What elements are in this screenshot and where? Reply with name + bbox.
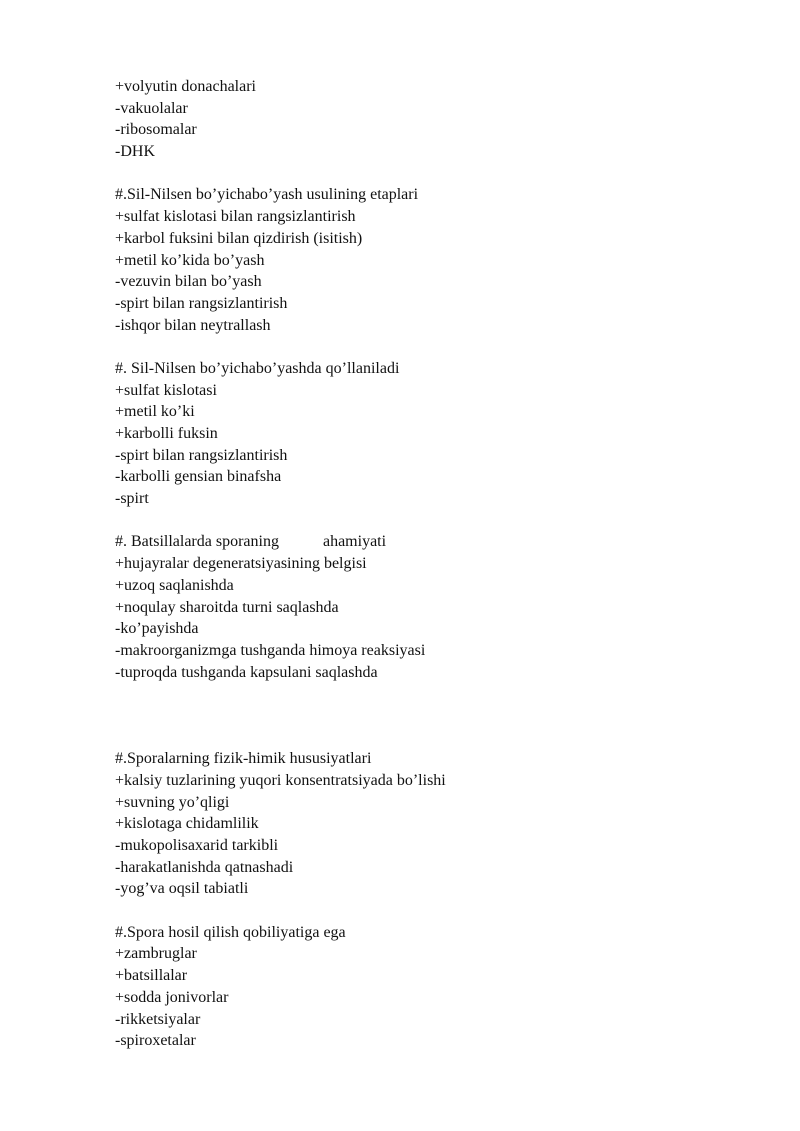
question-block-0 (115, 76, 755, 163)
question-text-part: ahamiyati (322, 533, 387, 551)
answer-option: -spiroxetalar (115, 1032, 196, 1050)
question-text: #.Sil-Nilsen bo’yichabo’yash usulining etaplari (115, 186, 419, 204)
answer-option: -mukopolisaxarid tarkibli (115, 837, 279, 854)
question-block-3 (115, 531, 755, 683)
answer-option: -vakuolalar (115, 99, 188, 117)
question-text (115, 531, 755, 553)
answer-option: -tuproqda tushganda kapsulani saqlashda (115, 663, 378, 681)
answer-option: +karbolli fuksin (115, 425, 218, 442)
answer-option: +metil ko’ki (115, 403, 195, 421)
spacer (115, 510, 755, 532)
answer-option: -spirt (115, 490, 149, 508)
answer-option: +sodda jonivorlar (115, 988, 229, 1006)
spacer (115, 900, 755, 922)
answer-option: -ko’payishda (115, 620, 199, 638)
spacer (115, 163, 755, 185)
question-text: #. Sil-Nilsen bo’yichabo’yashda qo’llaniladi (115, 359, 400, 377)
question-block-2 (115, 358, 755, 510)
answer-option: +batsillalar (115, 967, 188, 985)
answer-option: -vezuvin bilan bo’yash (115, 273, 262, 291)
answer-option: +hujayralar degeneratsiyasining belgisi (115, 555, 367, 573)
answer-option: +sulfat kislotasi (115, 381, 217, 399)
answer-option: -makroorganizmga tushganda himoya reaksiyasi (115, 641, 426, 659)
answer-option: -ribosomalar (115, 121, 197, 139)
answer-option: -spirt bilan rangsizlantirish (115, 446, 288, 464)
answer-option: +kalsiy tuzlarining yuqori konsentratsiyada bo’lishi (115, 771, 446, 789)
answer-option: +zambruglar (115, 945, 197, 963)
spacer (115, 336, 755, 358)
question-text-part: #. Batsillalarda sporaning (115, 533, 279, 551)
answer-option: +uzoq saqlanishda (115, 576, 234, 594)
question-block-4 (115, 748, 755, 900)
answer-option: -spirt bilan rangsizlantirish (115, 294, 288, 312)
answer-option: -karbolli gensian binafsha (115, 468, 282, 486)
question-block-1 (115, 184, 755, 336)
answer-option: +volyutin donachalari (115, 78, 256, 95)
answer-option: -DHK (115, 143, 155, 161)
answer-option: +karbol fuksini bilan qizdirish (isitish) (115, 229, 363, 247)
answer-option: -yog’va oqsil tabiatli (115, 880, 249, 898)
answer-option: +suvning yo’qligi (115, 793, 230, 811)
answer-option: +sulfat kislotasi bilan rangsizlantirish (115, 208, 356, 226)
answer-option: +noqulay sharoitda turni saqlashda (115, 598, 339, 616)
question-text: #.Sporalarning fizik-himik hususiyatlari (115, 750, 372, 768)
answer-option: -rikketsiyalar (115, 1010, 201, 1028)
answer-option: +kislotaga chidamlilik (115, 815, 259, 833)
question-text: #.Spora hosil qilish qobiliyatiga ega (115, 923, 346, 941)
answer-option: -harakatlanishda qatnashadi (115, 858, 294, 876)
question-block-5 (115, 922, 755, 1052)
answer-option: -ishqor bilan neytrallash (115, 316, 271, 334)
spacer (115, 683, 755, 748)
document-page (115, 76, 755, 1052)
answer-option: +metil ko’kida bo’yash (115, 251, 265, 269)
